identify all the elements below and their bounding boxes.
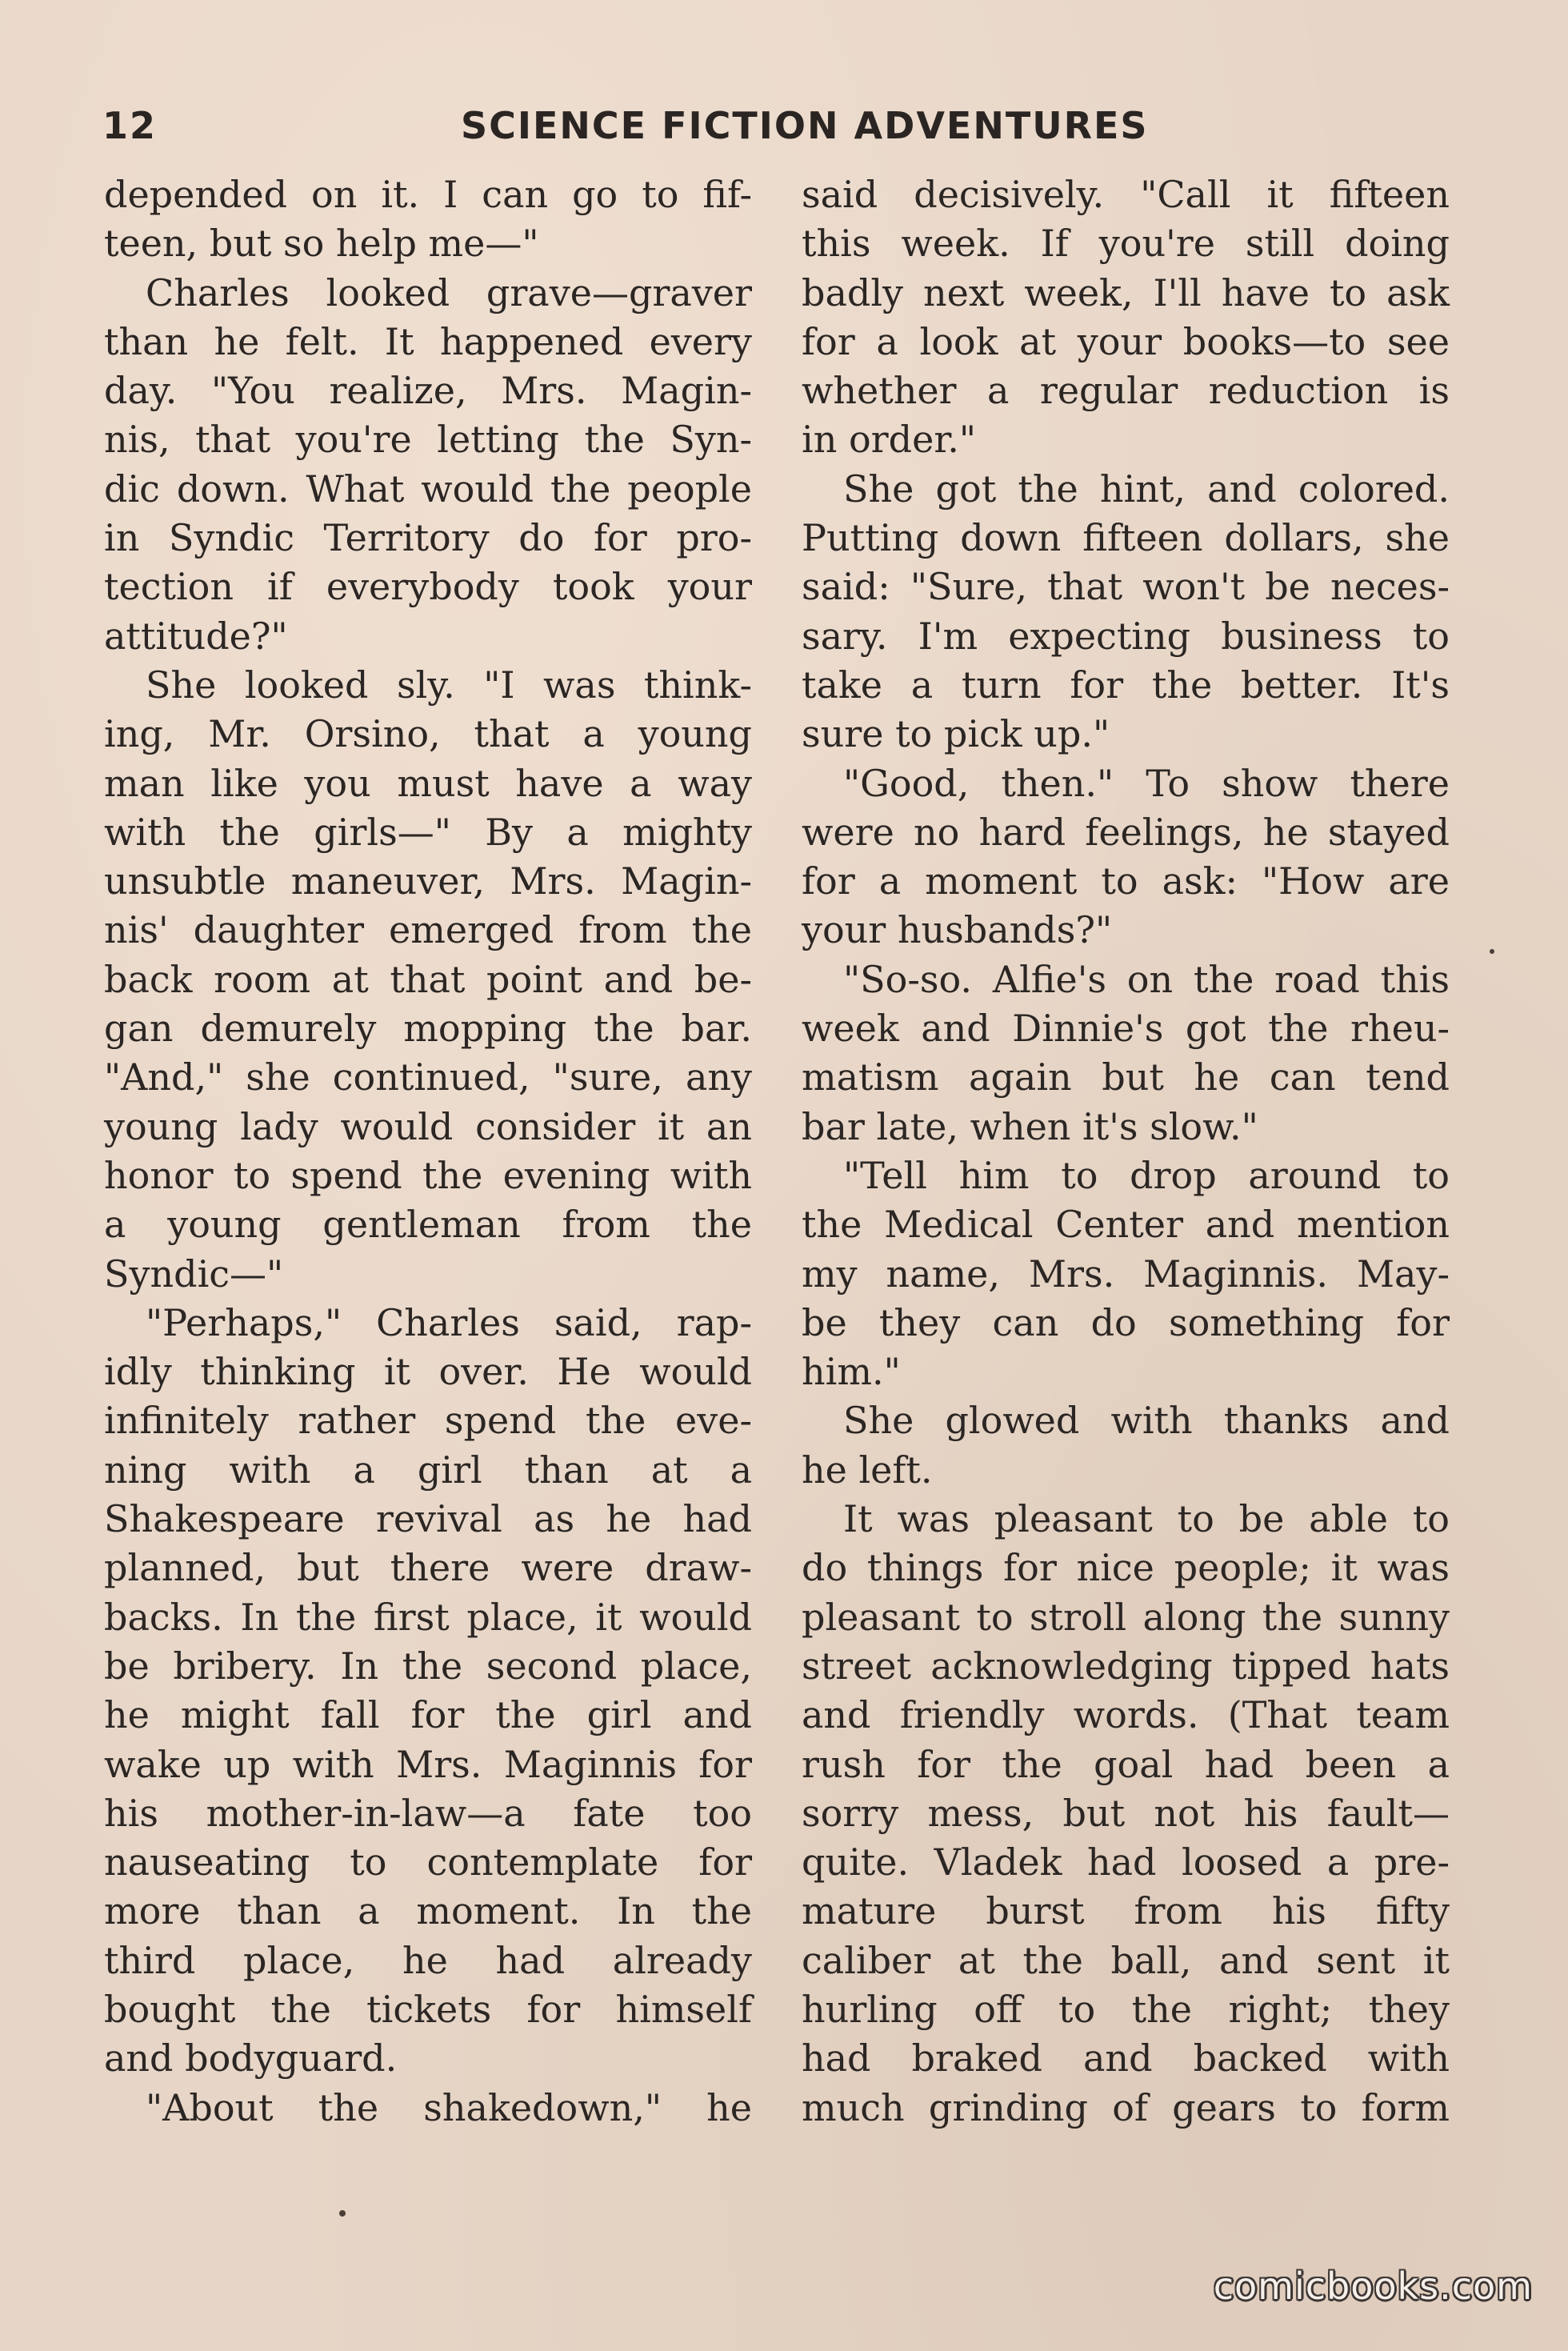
text-line: unsubtle maneuver, Mrs. Magin- — [104, 859, 752, 903]
running-title: SCIENCE FICTION ADVENTURES — [461, 104, 1149, 147]
text-line: the Medical Center and mention — [802, 1203, 1450, 1247]
text-line: bar late, when it's slow." — [802, 1104, 1258, 1148]
text-line: sure to pick up." — [802, 712, 1110, 756]
text-line: honor to spend the evening with — [104, 1153, 752, 1197]
text-line: depended on it. I can go to fif- — [104, 173, 752, 216]
text-line: She glowed with thanks and — [843, 1399, 1450, 1443]
text-line: infinitely rather spend the eve- — [104, 1399, 752, 1443]
text-line: do things for nice people; it was — [802, 1546, 1450, 1590]
text-line: week and Dinnie's got the rheu- — [802, 1007, 1450, 1051]
text-line: sary. I'm expecting business to — [802, 614, 1450, 658]
text-line: bought the tickets for himself — [104, 1987, 752, 2031]
text-line: It was pleasant to be able to — [843, 1497, 1450, 1541]
text-line: tection if everybody took your — [104, 565, 752, 609]
text-line: quite. Vladek had loosed a pre- — [802, 1840, 1450, 1884]
text-line: hurling off to the right; they — [802, 1987, 1450, 2031]
text-line: Putting down fifteen dollars, she — [802, 516, 1450, 560]
text-line: with the girls—" By a mighty — [104, 810, 752, 854]
text-line: him." — [802, 1350, 901, 1394]
page-number: 12 — [102, 104, 158, 147]
text-line: he might fall for the girl and — [104, 1693, 752, 1737]
text-line: "Perhaps," Charles said, rap- — [146, 1300, 752, 1344]
text-line: gan demurely mopping the bar. — [104, 1007, 752, 1051]
text-line: dic down. What would the people — [104, 467, 752, 511]
text-line: wake up with Mrs. Maginnis for — [104, 1742, 752, 1786]
watermark-logo: comicbooks.com — [1213, 2265, 1533, 2308]
print-speck — [1490, 949, 1494, 954]
text-line: nauseating to contemplate for — [104, 1840, 752, 1884]
text-line: his mother-in-law—a fate too — [104, 1791, 752, 1835]
text-line: he left. — [802, 1448, 933, 1492]
text-line: much grinding of gears to form — [802, 2085, 1450, 2129]
text-line: badly next week, I'll have to ask — [802, 270, 1450, 314]
text-line: be bribery. In the second place, — [104, 1644, 752, 1688]
text-line: Charles looked grave—graver — [146, 270, 752, 314]
text-line: for a moment to ask: "How are — [802, 859, 1450, 903]
text-line: young lady would consider it an — [104, 1104, 752, 1148]
text-line: Shakespeare revival as he had — [104, 1497, 752, 1541]
text-line: take a turn for the better. It's — [802, 663, 1450, 707]
text-line: be they can do something for — [802, 1300, 1450, 1344]
text-line: in order." — [802, 418, 977, 462]
text-line: matism again but he can tend — [802, 1055, 1450, 1099]
text-line: She got the hint, and colored. — [843, 467, 1450, 511]
page-header — [102, 104, 1462, 152]
text-line: were no hard feelings, he stayed — [802, 810, 1450, 854]
text-line: nis, that you're letting the Syn- — [104, 418, 752, 462]
text-line: "And," she continued, "sure, any — [104, 1055, 752, 1099]
text-line: street acknowledging tipped hats — [802, 1644, 1450, 1688]
text-line: "Good, then." To show there — [843, 761, 1450, 805]
text-line: said: "Sure, that won't be neces- — [802, 565, 1450, 609]
text-line: Syndic—" — [104, 1252, 284, 1296]
text-line: day. "You realize, Mrs. Magin- — [104, 369, 752, 413]
text-line: "Tell him to drop around to — [843, 1153, 1450, 1197]
text-line: man like you must have a way — [104, 761, 752, 805]
text-line: whether a regular reduction is — [802, 369, 1450, 413]
text-line: idly thinking it over. He would — [104, 1350, 752, 1394]
text-line: said decisively. "Call it fifteen — [802, 173, 1450, 216]
text-line: She looked sly. "I was think- — [146, 663, 752, 707]
left-text-column — [104, 170, 752, 2133]
text-line: backs. In the first place, it would — [104, 1595, 752, 1639]
text-line: than he felt. It happened every — [104, 319, 752, 363]
text-line: rush for the goal had been a — [802, 1742, 1450, 1786]
text-line: for a look at your books—to see — [802, 319, 1450, 363]
text-line: this week. If you're still doing — [802, 222, 1450, 266]
text-line: back room at that point and be- — [104, 957, 752, 1001]
text-line: more than a moment. In the — [104, 1889, 752, 1933]
text-line: caliber at the ball, and sent it — [802, 1938, 1450, 1982]
right-text-column — [802, 170, 1450, 2133]
print-speck — [339, 2210, 346, 2217]
text-line: and friendly words. (That team — [802, 1693, 1450, 1737]
text-line: planned, but there were draw- — [104, 1546, 752, 1590]
text-line: mature burst from his fifty — [802, 1889, 1450, 1933]
text-line: a young gentleman from the — [104, 1203, 752, 1247]
text-line: pleasant to stroll along the sunny — [802, 1595, 1450, 1639]
text-line: ning with a girl than at a — [104, 1448, 752, 1492]
text-line: in Syndic Territory do for pro- — [104, 516, 752, 560]
text-line: teen, but so help me—" — [104, 222, 539, 266]
text-line: and bodyguard. — [104, 2037, 398, 2081]
text-line: ing, Mr. Orsino, that a young — [104, 712, 752, 756]
text-line: my name, Mrs. Maginnis. May- — [802, 1252, 1450, 1296]
text-line: sorry mess, but not his fault— — [802, 1791, 1450, 1835]
text-line: had braked and backed with — [802, 2037, 1450, 2081]
text-line: third place, he had already — [104, 1938, 752, 1982]
text-line: "So-so. Alfie's on the road this — [843, 957, 1450, 1001]
text-line: attitude?" — [104, 614, 288, 658]
text-line: nis' daughter emerged from the — [104, 908, 752, 952]
text-line: "About the shakedown," he — [146, 2085, 752, 2129]
text-line: your husbands?" — [802, 908, 1113, 952]
